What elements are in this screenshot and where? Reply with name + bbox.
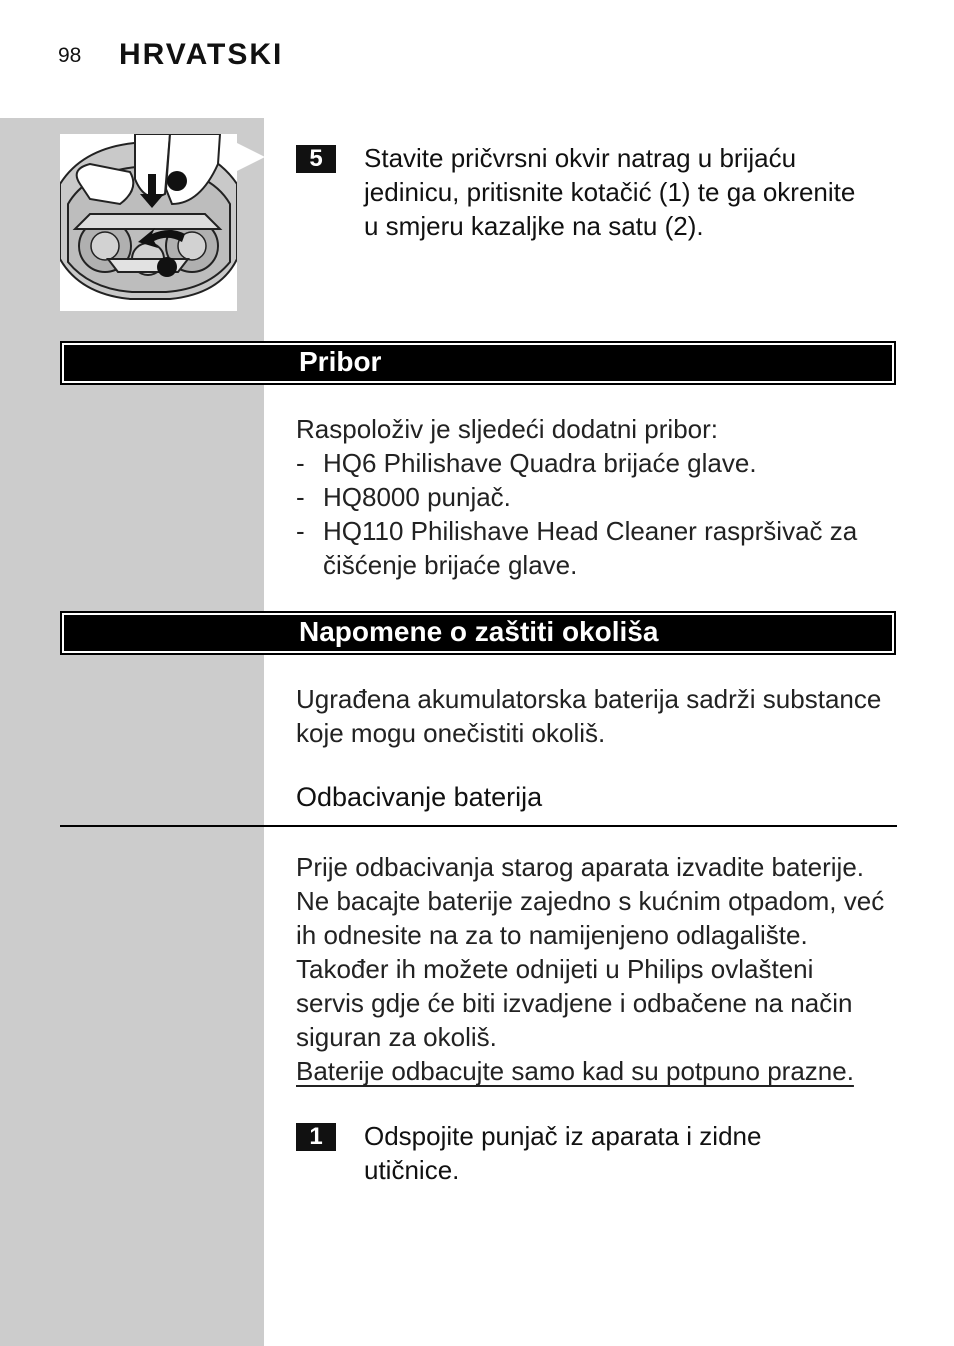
illustration-pointer [237, 143, 265, 171]
list-item: - HQ6 Philishave Quadra brijaće glave. [296, 446, 896, 480]
section-heading-bar [60, 341, 896, 385]
shaver-head-retaining-frame-icon [60, 134, 237, 311]
section-heading-bar [60, 611, 896, 655]
list-item: - HQ8000 punjač. [296, 480, 896, 514]
disposal-note: Baterije odbacujte samo kad su potpuno prazne. [296, 1056, 854, 1086]
step-instruction: Odspojite punjač iz aparata i zidne utičnice. [364, 1121, 762, 1185]
step-instruction: Stavite pričvrsni okvir natrag u brijaću jedinicu, pritisnite kotačić (1) te ga okrenite u smjeru kazaljke na satu (2). [364, 143, 856, 241]
disposal-paragraph: Prije odbacivanja starog aparata izvadite baterije. Ne bacajte baterije zajedno s kućnim otpadom, već ih odnesite na za to namijenjeno odlagalište. Također ih možete odnijeti u Philips ovlašteni servis gdje će biti izvadjene i odbačene na način siguran za okoliš. [296, 852, 885, 1052]
step-number-badge: 1 [296, 1123, 336, 1151]
accessories-block [296, 412, 896, 582]
disposal-block [296, 850, 886, 1088]
subsection-heading: Odbacivanje baterija [296, 782, 543, 812]
section-heading: Pribor [299, 346, 382, 377]
divider [60, 825, 897, 827]
page-title: HRVATSKI [119, 38, 284, 71]
environment-intro: Ugrađena akumulatorska baterija sadrži substance koje mogu onečistiti okoliš. [296, 684, 882, 748]
accessories-list [296, 446, 896, 582]
page-number: 98 [58, 44, 82, 67]
list-item: - HQ110 Philishave Head Cleaner raspršivač za čišćenje brijaće glave. [296, 514, 883, 582]
section-heading: Napomene o zaštiti okoliša [299, 616, 659, 647]
accessories-intro: Raspoloživ je sljedeći dodatni pribor: [296, 414, 719, 444]
step-number-badge: 5 [296, 145, 336, 173]
